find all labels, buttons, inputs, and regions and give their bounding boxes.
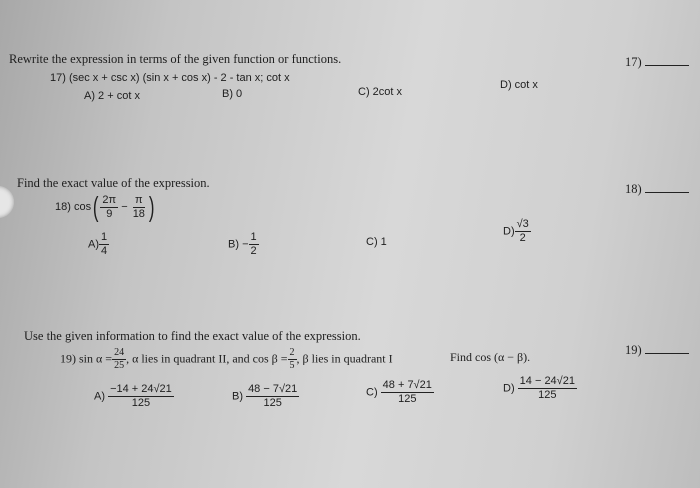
q18-answer-c[interactable]: C) 1 [366,236,387,248]
q19-answer-b[interactable]: B) $\frac{48 - 7√21}{125}$ [232,383,298,409]
q19-find-text: Find cos (α − β). [450,350,531,364]
q18-answer-a[interactable]: A) $\frac{1}{4}$ [88,231,108,257]
q18-instruction: Find the exact value of the expression. [17,176,210,190]
q19-instruction: Use the given information to find the exact value of the expression. [24,329,361,343]
q17-answer-b[interactable]: B) 0 [222,88,243,100]
q19-answer-d[interactable]: D) $\frac{14 - 24√21}{125}$ [503,375,575,401]
q18-answer-b[interactable]: B) − $\frac{1}{2}$ [228,231,257,257]
q19-answer-a[interactable]: A) $\frac{-14 + 24√21}{125}$ [94,383,172,409]
q17-answer-c[interactable]: C) 2cot x [358,86,403,98]
q19-number: 19) [625,343,689,358]
q17-number: 17) [625,55,689,70]
binder-hole [0,186,14,218]
q17-answer-d[interactable]: D) cot x [500,79,538,91]
q17-question: 17) (sec x + csc x) (sin x + cos x) - 2 - tan x; cot x [50,72,290,84]
q18-number: 18) [625,182,689,197]
q19-answer-c[interactable]: C) $\frac{48 + 7√21}{125}$ [366,379,432,405]
q17-answer-a[interactable]: A) 2 + cot x [84,90,140,102]
q17-instruction: Rewrite the expression in terms of the given function or functions. [9,52,342,66]
q18-question: 18) cos( $\frac{2\pi}{9}$ − $\frac{\pi}{18}$ ) [55,191,155,222]
q18-answer-d[interactable]: D) $\frac{√3}{2}$ [503,218,529,244]
q18-answer-blank[interactable] [645,192,689,193]
q19-question: 19) sin α = $\frac{24}{25}$ , α lies in quadrant II, and cos β = $\frac{2}{5}$ , β lies in quadrant I [60,347,393,371]
q17-answer-blank[interactable] [645,65,689,66]
q19-answer-blank[interactable] [645,353,689,354]
